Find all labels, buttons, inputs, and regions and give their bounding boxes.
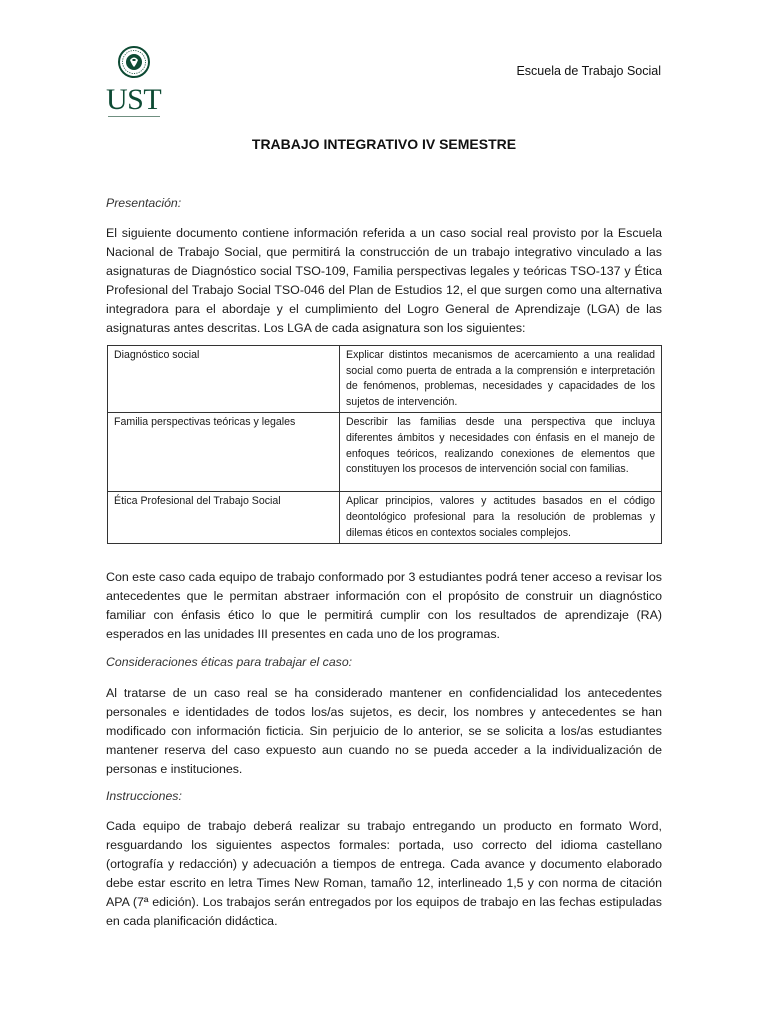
table-row xyxy=(108,346,662,413)
ust-logo xyxy=(106,44,162,122)
ethics-paragraph: Al tratarse de un caso real se ha considerado mantener en confidencialidad los antecedentes personales e identidades de todos los/as sujetos, es decir, los nombres y antecedentes se han modificado con información ficticia. Sin perjuicio de lo anterior, se se solicita a los/as estudiantes mantener reserva del caso expuesto aun cuando no se pueda acceder a la individualización de personas e instituciones. xyxy=(106,686,662,776)
instructions-heading: Instrucciones: xyxy=(106,789,182,803)
subject-cell: Diagnóstico social xyxy=(108,346,340,413)
institution-name: Escuela de Trabajo Social xyxy=(516,64,661,78)
ethics-heading: Consideraciones éticas para trabajar el caso: xyxy=(106,655,353,669)
logo-wordmark: UST xyxy=(106,83,162,116)
table-row xyxy=(108,413,662,492)
presentation-paragraph: El siguiente documento contiene información referida a un caso social real provisto por la Escuela Nacional de Trabajo Social, que permitirá la construcción de un trabajo integrativo vinculado a las asignaturas de Diagnóstico social TSO-109, Familia perspectivas legales y teóricas TSO-137 y Ética Profesional del Trabajo Social TSO-046 del Plan de Estudios 12, el que surgen como una alternativa integradora para el abordaje y el cumplimiento del Logro General de Aprendizaje (LGA) de las asignaturas antes descritas. Los LGA de cada asignatura son los siguientes: xyxy=(106,226,662,335)
seal-icon xyxy=(106,44,162,84)
table-row xyxy=(108,492,662,544)
logo-subline xyxy=(108,116,160,120)
lga-description-cell: Aplicar principios, valores y actitudes basados en el código deontológico profesional para la resolución de problemas y dilemas éticos en contextos sociales complejos. xyxy=(340,492,662,544)
lga-description-cell: Explicar distintos mecanismos de acercamiento a una realidad social como puerta de entrada a la comprensión e interpretación de fenómenos, problemas, necesidades y capacidades de los sujetos de intervención. xyxy=(340,346,662,413)
lga-description-cell: Describir las familias desde una perspectiva que incluya diferentes ámbitos y necesidades con énfasis en el manejo de enfoques teóricos, realizando conexiones de elementos que constituyen los procesos de intervención social con familias. xyxy=(340,413,662,492)
instructions-paragraph: Cada equipo de trabajo deberá realizar su trabajo entregando un producto en formato Word, resguardando los siguientes aspectos formales: portada, uso correcto del idioma castellano (ortografía y redacción) y adecuación a tiempos de entrega. Cada avance y documento elaborado debe estar escrito en letra Times New Roman, tamaño 12, interlineado 1,5 y con norma de citación APA (7ª edición). Los trabajos serán entregados por los equipos de trabajo en las fechas estipuladas en cada planificación didáctica. xyxy=(106,819,662,928)
subject-cell: Ética Profesional del Trabajo Social xyxy=(108,492,340,544)
lga-table xyxy=(107,345,662,544)
subject-cell: Familia perspectivas teóricas y legales xyxy=(108,413,340,492)
document-title: TRABAJO INTEGRATIVO IV SEMESTRE xyxy=(251,136,517,152)
presentation-heading: Presentación: xyxy=(106,196,182,210)
case-paragraph: Con este caso cada equipo de trabajo conformado por 3 estudiantes podrá tener acceso a revisar los antecedentes que le permitan abstraer información con el propósito de construir un diagnóstico familiar con énfasis ético lo que le permitirá cumplir con los resultados de aprendizaje (RA) esperados en las unidades III presentes en cada uno de los programas. xyxy=(106,570,662,641)
